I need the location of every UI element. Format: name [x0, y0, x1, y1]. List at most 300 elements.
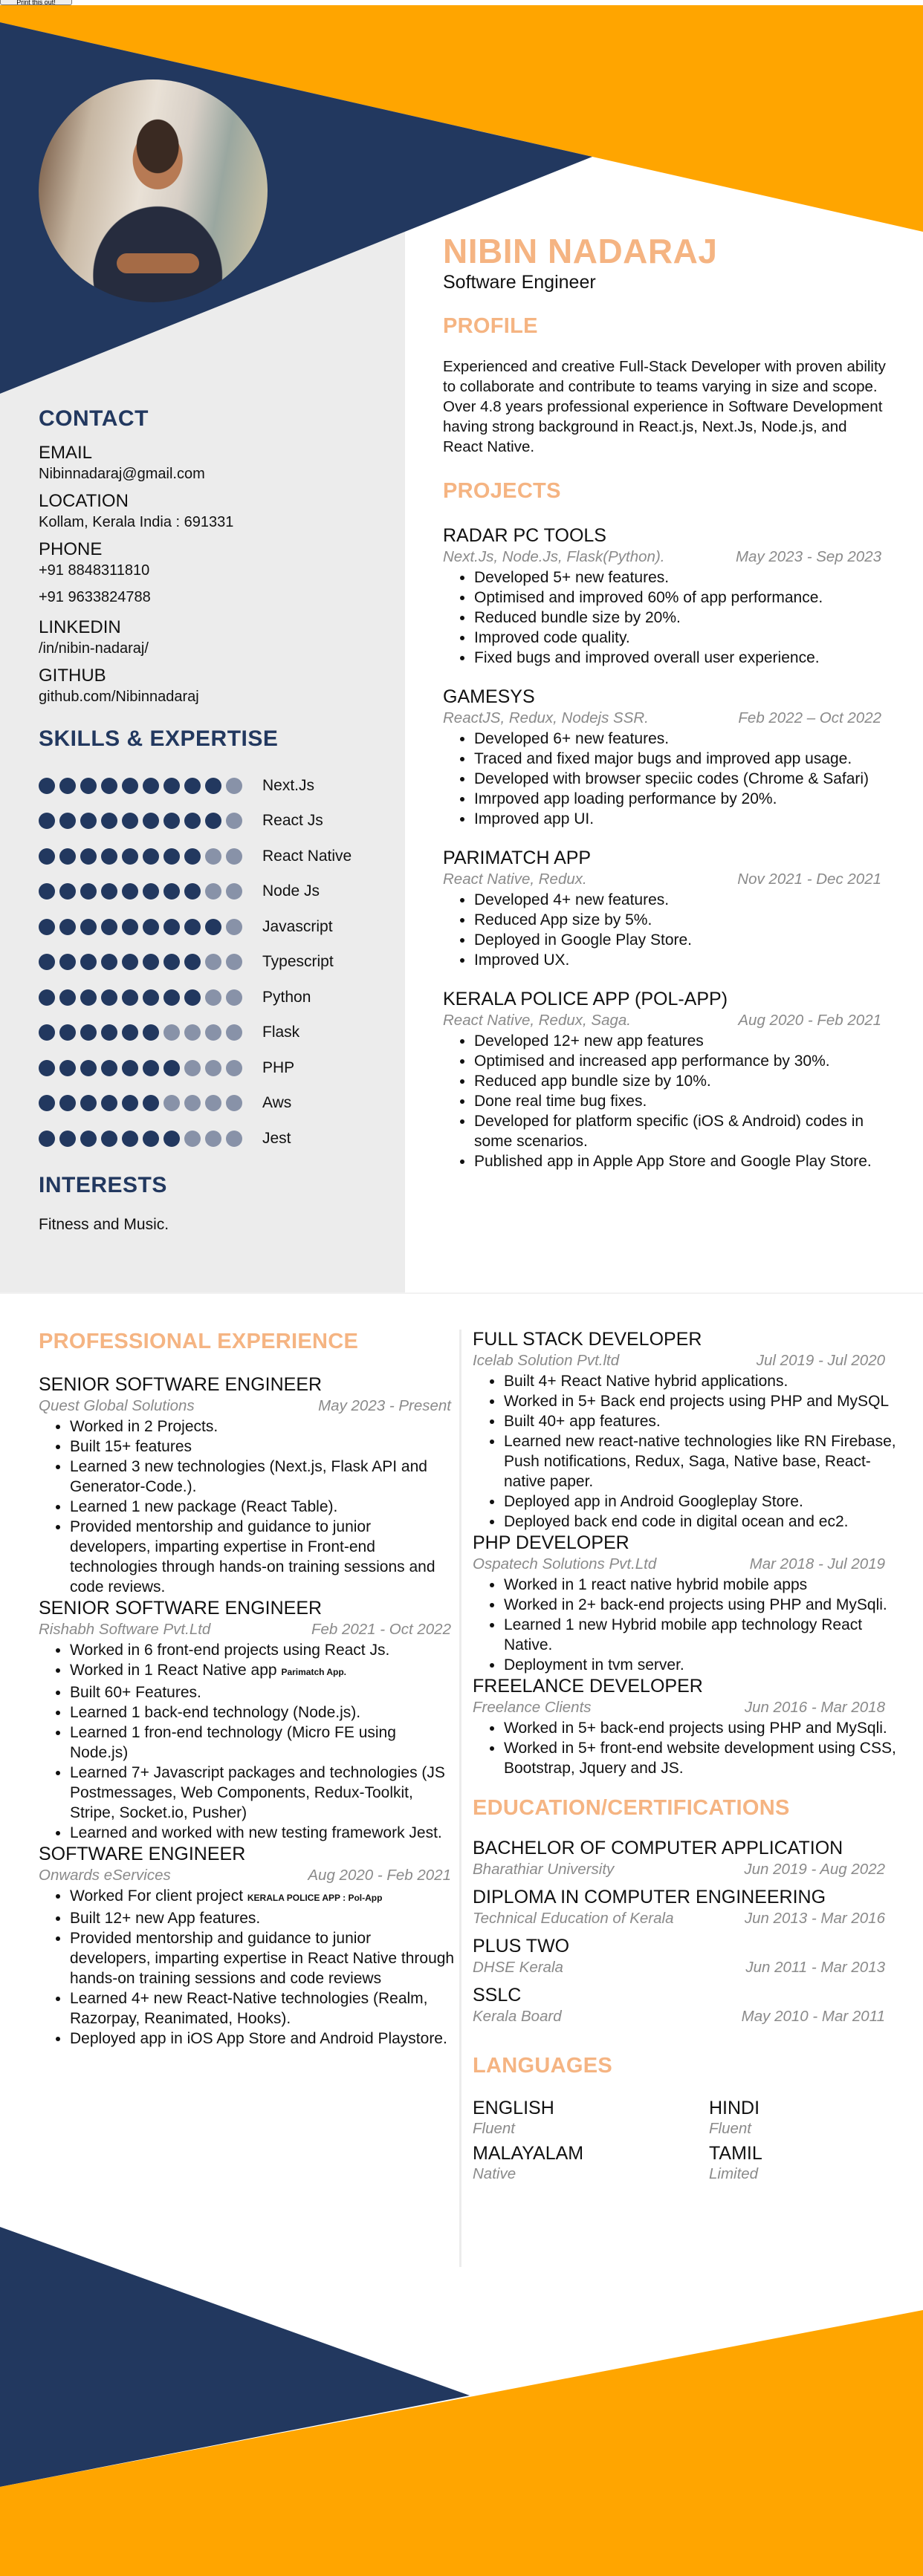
- rating-dot-filled: [80, 989, 97, 1006]
- bullet-text: Improved app UI.: [474, 810, 595, 827]
- rating-dot-filled: [101, 778, 117, 794]
- bullet-text: Worked in 2 Projects.: [70, 1418, 218, 1435]
- bullet-text: Deployed app in Android Googleplay Store.: [504, 1493, 803, 1510]
- bullet-item: [474, 648, 889, 668]
- education-item: [473, 1886, 904, 1929]
- job-meta: [473, 1697, 885, 1718]
- bullet-item: [474, 809, 889, 829]
- github-label: GITHUB: [39, 666, 106, 686]
- project-subtitle: Next.Js, Node.Js, Flask(Python).: [443, 548, 665, 565]
- bullet-text: Worked For client project: [70, 1887, 244, 1905]
- rating-dot-filled: [39, 1060, 55, 1076]
- job: [39, 1843, 455, 2049]
- skill-name: Python: [262, 988, 311, 1006]
- rating-dot-empty: [205, 1095, 221, 1111]
- rating-dot-filled: [163, 919, 180, 935]
- rating-dot-filled: [59, 813, 76, 829]
- bullet-item: [474, 1051, 889, 1071]
- bullet-text: Worked in 5+ back-end projects using PHP and MySqli.: [504, 1720, 887, 1737]
- bullet-text: Reduced app bundle size by 10%.: [474, 1073, 711, 1090]
- project-dates: Feb 2022 – Oct 2022: [738, 709, 881, 726]
- bullet-item: [70, 1886, 455, 1908]
- email-value[interactable]: Nibinnadaraj@gmail.com: [39, 466, 205, 482]
- job-title: FULL STACK DEVELOPER: [473, 1329, 702, 1350]
- skill-name: Next.Js: [262, 776, 315, 794]
- project: [443, 524, 889, 668]
- bullet-text: Built 4+ React Native hybrid applications.: [504, 1373, 788, 1390]
- job-dates: Feb 2021 - Oct 2022: [311, 1621, 451, 1638]
- rating-dot-filled: [59, 848, 76, 865]
- skill-row: [39, 1050, 388, 1086]
- rating-dot-empty: [226, 1024, 242, 1041]
- bullet-text: Reduced App size by 5%.: [474, 911, 652, 928]
- bullet-item: [474, 1071, 889, 1091]
- education-school: Kerala Board: [473, 2008, 562, 2025]
- rating-dot-filled: [59, 778, 76, 794]
- contact-block: [39, 442, 388, 707]
- rating-dot-filled: [122, 848, 138, 865]
- skill-rating: [39, 813, 262, 829]
- project-meta: [443, 547, 881, 567]
- bullet-list: [473, 1718, 904, 1778]
- skill-rating: [39, 778, 262, 794]
- rating-dot-filled: [163, 848, 180, 865]
- bullet-text: Provided mentorship and guidance to junior developers, imparting expertise in Front-end technologies through hands-on training sessions and code reviews.: [70, 1518, 435, 1596]
- rating-dot-filled: [80, 1060, 97, 1076]
- bullet-text: Reduced bundle size by 20%.: [474, 609, 681, 626]
- rating-dot-filled: [39, 848, 55, 865]
- rating-dot-filled: [143, 954, 159, 970]
- project: [443, 847, 889, 970]
- column-divider: [459, 1330, 462, 2267]
- rating-dot-filled: [122, 919, 138, 935]
- bullet-text: Traced and fixed major bugs and improved app usage.: [474, 750, 852, 767]
- rating-dot-filled: [163, 1131, 180, 1147]
- bullet-item: [474, 769, 889, 789]
- rating-dot-filled: [39, 1131, 55, 1147]
- candidate-name: NIBIN NADARAJ: [443, 232, 718, 270]
- languages-title: LANGUAGES: [473, 2054, 612, 2078]
- bullet-item: [504, 1492, 904, 1512]
- rating-dot-filled: [122, 1060, 138, 1076]
- rating-dot-empty: [205, 848, 221, 865]
- bullet-item: [70, 1517, 455, 1597]
- bullet-text: Learned 7+ Javascript packages and technologies (JS Postmessages, Web Components, Redux-Toolkit, Stripe, Socket.io, Pusher): [70, 1764, 445, 1821]
- skill-rating: [39, 1095, 262, 1111]
- language-level: Fluent: [709, 2120, 751, 2137]
- rating-dot-filled: [184, 813, 201, 829]
- education-degree: SSLC: [473, 1985, 522, 2006]
- job-dates: May 2023 - Present: [318, 1397, 451, 1414]
- language-item: [709, 2143, 887, 2184]
- rating-dot-empty: [226, 1060, 242, 1076]
- skill-row: [39, 945, 388, 980]
- job-title: FREELANCE DEVELOPER: [473, 1676, 703, 1697]
- job-subtitle: Rishabh Software Pvt.Ltd: [39, 1621, 211, 1638]
- bullet-item: [70, 1908, 455, 1928]
- bullet-text: Worked in 2+ back-end projects using PHP and MySqli.: [504, 1596, 887, 1613]
- project: [443, 988, 889, 1171]
- github-link[interactable]: github.com/Nibinnadaraj: [39, 689, 199, 705]
- jobs-list-left: [39, 1373, 455, 2049]
- education-dates: May 2010 - Mar 2011: [741, 2008, 885, 2025]
- job-meta: [473, 1350, 885, 1371]
- project-title: GAMESYS: [443, 686, 535, 707]
- education-school: DHSE Kerala: [473, 1959, 563, 1976]
- rating-dot-empty: [184, 1024, 201, 1041]
- bullet-text: Developed 6+ new features.: [474, 730, 670, 747]
- rating-dot-filled: [101, 1131, 117, 1147]
- job-subtitle: Quest Global Solutions: [39, 1397, 195, 1414]
- phone-value-2[interactable]: +91 9633824788: [39, 589, 151, 605]
- project-subtitle: React Native, Redux, Saga.: [443, 1012, 631, 1029]
- education-degree: DIPLOMA IN COMPUTER ENGINEERING: [473, 1887, 826, 1907]
- rating-dot-empty: [226, 848, 242, 865]
- bullet-text: Built 40+ app features.: [504, 1413, 661, 1430]
- print-button[interactable]: Print this out!: [0, 0, 72, 5]
- skill-rating: [39, 1060, 262, 1076]
- bullet-text: Imrpoved app loading performance by 20%.: [474, 790, 777, 807]
- bullet-list: [39, 1640, 455, 1843]
- bullet-text: Learned 1 new Hybrid mobile app technology React Native.: [504, 1616, 863, 1653]
- skill-row: [39, 909, 388, 945]
- rating-dot-filled: [59, 989, 76, 1006]
- bullet-item: [70, 1640, 455, 1660]
- bullet-item: [474, 729, 889, 749]
- bullet-item: [70, 1682, 455, 1702]
- rating-dot-filled: [122, 989, 138, 1006]
- education-item: [473, 1935, 904, 1978]
- rating-dot-filled: [143, 883, 159, 900]
- project-meta: [443, 869, 881, 890]
- bullet-text: Deployed in Google Play Store.: [474, 931, 693, 949]
- page-divider: [0, 1292, 923, 1294]
- rating-dot-filled: [101, 813, 117, 829]
- bullet-text: Optimised and increased app performance by 30%.: [474, 1053, 830, 1070]
- language-level: Limited: [709, 2165, 759, 2182]
- bullet-item: [70, 1417, 455, 1437]
- rating-dot-filled: [143, 778, 159, 794]
- bullet-item: [504, 1738, 904, 1778]
- rating-dot-filled: [184, 883, 201, 900]
- main-content: [443, 232, 889, 1171]
- bullet-list: [39, 1886, 455, 2049]
- project-title: RADAR PC TOOLS: [443, 525, 606, 546]
- bullet-list: [443, 890, 889, 970]
- job-meta: [39, 1619, 451, 1640]
- bullet-text: Learned and worked with new testing framework Jest.: [70, 1824, 442, 1841]
- job-meta: [473, 1554, 885, 1575]
- education-degree: PLUS TWO: [473, 1936, 570, 1957]
- skill-rating: [39, 954, 262, 970]
- language-level: Native: [473, 2165, 516, 2182]
- rating-dot-filled: [122, 883, 138, 900]
- email-label: EMAIL: [39, 443, 93, 463]
- project-dates: May 2023 - Sep 2023: [735, 548, 881, 565]
- skill-name: Javascript: [262, 917, 333, 935]
- interests-text: Fitness and Music.: [39, 1215, 169, 1233]
- skill-rating: [39, 1131, 262, 1147]
- rating-dot-filled: [101, 1095, 117, 1111]
- bullet-text: Improved UX.: [474, 952, 570, 969]
- bullet-text: Developed 4+ new features.: [474, 891, 670, 908]
- bullet-item: [70, 1702, 455, 1723]
- linkedin-label: LINKEDIN: [39, 617, 121, 637]
- bullet-list: [473, 1371, 904, 1532]
- rating-dot-filled: [39, 989, 55, 1006]
- resume-page-2: [0, 1307, 923, 2576]
- rating-dot-filled: [122, 954, 138, 970]
- skill-rating: [39, 919, 262, 935]
- bullet-text: Done real time bug fixes.: [474, 1093, 647, 1110]
- project-meta: [443, 708, 881, 729]
- rating-dot-filled: [80, 813, 97, 829]
- project: [443, 686, 889, 829]
- rating-dot-filled: [80, 778, 97, 794]
- project-title: PARIMATCH APP: [443, 848, 592, 868]
- rating-dot-filled: [143, 848, 159, 865]
- rating-dot-filled: [59, 1131, 76, 1147]
- project-dates: Nov 2021 - Dec 2021: [737, 871, 881, 888]
- bullet-item: [474, 588, 889, 608]
- rating-dot-filled: [101, 1024, 117, 1041]
- bullet-text: Improved code quality.: [474, 629, 630, 646]
- language-item: [709, 2098, 887, 2138]
- phone-label: PHONE: [39, 539, 103, 559]
- rating-dot-filled: [143, 1095, 159, 1111]
- bullet-list: [39, 1417, 455, 1597]
- location-label: LOCATION: [39, 491, 129, 511]
- job-title: SOFTWARE ENGINEER: [39, 1844, 246, 1864]
- skill-row: [39, 804, 388, 839]
- bullet-item: [474, 1151, 889, 1171]
- contact-title: CONTACT: [39, 406, 149, 431]
- education-dates: Jun 2013 - Mar 2016: [744, 1910, 885, 1927]
- bullet-item: [70, 1928, 455, 1988]
- rating-dot-filled: [205, 813, 221, 829]
- project-title: KERALA POLICE APP (POL-APP): [443, 989, 728, 1009]
- right-column: [473, 1328, 904, 2184]
- job-meta: [39, 1865, 451, 1886]
- skill-rating: [39, 883, 262, 900]
- rating-dot-empty: [226, 778, 242, 794]
- rating-dot-filled: [80, 919, 97, 935]
- bullet-list: [443, 729, 889, 829]
- rating-dot-filled: [143, 1131, 159, 1147]
- rating-dot-filled: [122, 1095, 138, 1111]
- job-dates: Jun 2016 - Mar 2018: [744, 1699, 885, 1716]
- linkedin-link[interactable]: /in/nibin-nadaraj/: [39, 640, 149, 657]
- language-name: MALAYALAM: [473, 2143, 584, 2164]
- bullet-item: [70, 1823, 455, 1843]
- inline-note: KERALA POLICE APP : Pol-App: [247, 1893, 383, 1903]
- bullet-text: Published app in Apple App Store and Google Play Store.: [474, 1153, 872, 1170]
- rating-dot-filled: [101, 883, 117, 900]
- bullet-text: Worked in 6 front-end projects using React Js.: [70, 1642, 390, 1659]
- experience-title: PROFESSIONAL EXPERIENCE: [39, 1330, 359, 1353]
- rating-dot-empty: [205, 1060, 221, 1076]
- job-dates: Jul 2019 - Jul 2020: [756, 1352, 885, 1369]
- rating-dot-filled: [101, 1060, 117, 1076]
- rating-dot-filled: [163, 813, 180, 829]
- bullet-text: Deployment in tvm server.: [504, 1656, 684, 1674]
- bullet-text: Learned new react-native technologies like RN Firebase, Push notifications, Redux, Saga, Native base, React-native paper.: [504, 1433, 896, 1490]
- education-dates: Jun 2019 - Aug 2022: [744, 1861, 885, 1878]
- education-item: [473, 1984, 904, 2027]
- skill-row: [39, 1086, 388, 1122]
- bullet-item: [474, 749, 889, 769]
- rating-dot-filled: [101, 989, 117, 1006]
- job-title: SENIOR SOFTWARE ENGINEER: [39, 1598, 323, 1619]
- bullet-item: [504, 1575, 904, 1595]
- skill-name: Node Js: [262, 882, 320, 900]
- rating-dot-filled: [39, 954, 55, 970]
- bullet-text: Worked in 5+ front-end website development using CSS, Bootstrap, Jquery and JS.: [504, 1740, 896, 1777]
- projects-title: PROJECTS: [443, 479, 561, 503]
- bullet-text: Learned 1 new package (React Table).: [70, 1498, 338, 1515]
- language-item: [473, 2098, 709, 2138]
- rating-dot-filled: [59, 954, 76, 970]
- skills-title: SKILLS & EXPERTISE: [39, 726, 279, 751]
- rating-dot-filled: [143, 813, 159, 829]
- job-subtitle: Freelance Clients: [473, 1699, 592, 1716]
- rating-dot-filled: [80, 848, 97, 865]
- bullet-item: [70, 1763, 455, 1823]
- education-school: Technical Education of Kerala: [473, 1910, 674, 1927]
- job: [39, 1373, 455, 1597]
- skill-name: PHP: [262, 1058, 295, 1076]
- projects-list: [443, 524, 889, 1171]
- bullet-item: [504, 1718, 904, 1738]
- project-meta: [443, 1010, 881, 1031]
- education-meta: [473, 2006, 885, 2027]
- skill-name: Typescript: [262, 953, 334, 971]
- bullet-text: Built 12+ new App features.: [70, 1910, 261, 1927]
- skill-row: [39, 768, 388, 804]
- project-subtitle: React Native, Redux.: [443, 871, 587, 888]
- job-title: SENIOR SOFTWARE ENGINEER: [39, 1374, 323, 1395]
- education-meta: [473, 1957, 885, 1978]
- rating-dot-filled: [59, 1024, 76, 1041]
- rating-dot-empty: [226, 1095, 242, 1111]
- bullet-item: [504, 1391, 904, 1411]
- project-subtitle: ReactJS, Redux, Nodejs SSR.: [443, 709, 649, 726]
- rating-dot-empty: [205, 1131, 221, 1147]
- rating-dot-filled: [122, 1131, 138, 1147]
- job-title: PHP DEVELOPER: [473, 1532, 629, 1553]
- language-item: [473, 2143, 709, 2184]
- job: [473, 1328, 904, 1532]
- bullet-text: Optimised and improved 60% of app performance.: [474, 589, 823, 606]
- bullet-item: [474, 1031, 889, 1051]
- language-name: HINDI: [709, 2098, 760, 2118]
- job-dates: Aug 2020 - Feb 2021: [308, 1867, 451, 1884]
- rating-dot-filled: [59, 919, 76, 935]
- rating-dot-filled: [59, 883, 76, 900]
- rating-dot-filled: [122, 1024, 138, 1041]
- bullet-text: Provided mentorship and guidance to junior developers, imparting expertise in React Native through hands-on training sessions and code reviews: [70, 1930, 455, 1987]
- education-list: [473, 1837, 904, 2027]
- education-degree: BACHELOR OF COMPUTER APPLICATION: [473, 1838, 843, 1858]
- bullet-item: [504, 1655, 904, 1675]
- rating-dot-filled: [205, 919, 221, 935]
- rating-dot-filled: [80, 1095, 97, 1111]
- project-dates: Aug 2020 - Feb 2021: [738, 1012, 881, 1029]
- bullet-text: Developed with browser speciic codes (Chrome & Safari): [474, 770, 869, 787]
- bullet-item: [474, 1111, 889, 1151]
- bullet-text: Worked in 1 react native hybrid mobile apps: [504, 1576, 808, 1593]
- bullet-text: Deployed back end code in digital ocean and ec2.: [504, 1513, 849, 1530]
- skill-name: Jest: [262, 1129, 291, 1147]
- rating-dot-filled: [39, 778, 55, 794]
- skill-row: [39, 839, 388, 874]
- skill-name: React Js: [262, 812, 323, 830]
- bullet-item: [70, 1723, 455, 1763]
- skill-rating: [39, 1024, 262, 1041]
- rating-dot-empty: [226, 989, 242, 1006]
- profile-text: Experienced and creative Full-Stack Developer with proven ability to collaborate and contribute to teams varying in size and scope. Over 4.8 years professional experience in Software Development having strong background in React.js, Next.Js, Node.js, and React Native.: [443, 358, 886, 455]
- bullet-text: Built 15+ features: [70, 1438, 192, 1455]
- bullet-text: Learned 3 new technologies (Next.js, Flask API and Generator-Code.).: [70, 1458, 427, 1495]
- rating-dot-empty: [184, 1131, 201, 1147]
- bullet-item: [70, 1437, 455, 1457]
- bullet-item: [474, 567, 889, 588]
- bullet-text: Fixed bugs and improved overall user experience.: [474, 649, 820, 666]
- bullet-item: [474, 608, 889, 628]
- bullet-text: Developed 12+ new app features: [474, 1032, 704, 1050]
- rating-dot-filled: [205, 778, 221, 794]
- bullet-item: [70, 2029, 455, 2049]
- resume-page-1: [0, 5, 923, 1292]
- bullet-text: Learned 4+ new React-Native technologies (Realm, Razorpay, Reanimated, Hooks).: [70, 1990, 428, 2027]
- bullet-item: [474, 1091, 889, 1111]
- skill-row: [39, 874, 388, 910]
- skill-row: [39, 1015, 388, 1051]
- bullet-list: [473, 1575, 904, 1675]
- rating-dot-filled: [39, 1024, 55, 1041]
- rating-dot-empty: [226, 954, 242, 970]
- candidate-role: Software Engineer: [443, 272, 596, 293]
- profile-photo-detail: [117, 253, 199, 273]
- skill-name: Aws: [262, 1094, 292, 1112]
- rating-dot-filled: [80, 954, 97, 970]
- profile-photo: [39, 79, 268, 302]
- rating-dot-filled: [163, 989, 180, 1006]
- bullet-item: [474, 930, 889, 950]
- phone-value-1[interactable]: +91 8848311810: [39, 562, 150, 579]
- rating-dot-empty: [205, 954, 221, 970]
- job: [473, 1675, 904, 1778]
- bullet-list: [443, 567, 889, 668]
- rating-dot-filled: [184, 919, 201, 935]
- bullet-text: Deployed app in iOS App Store and Android Playstore.: [70, 2030, 447, 2047]
- bullet-item: [504, 1411, 904, 1431]
- education-school: Bharathiar University: [473, 1861, 615, 1878]
- rating-dot-filled: [143, 989, 159, 1006]
- bullet-text: Built 60+ Features.: [70, 1684, 201, 1701]
- skill-name: Flask: [262, 1024, 300, 1041]
- job-meta: [39, 1396, 451, 1417]
- rating-dot-empty: [226, 919, 242, 935]
- bullet-text: Worked in 1 React Native app: [70, 1662, 277, 1679]
- education-item: [473, 1837, 904, 1880]
- rating-dot-empty: [184, 1095, 201, 1111]
- bullet-item: [70, 1660, 455, 1682]
- job-subtitle: Ospatech Solutions Pvt.Ltd: [473, 1555, 657, 1572]
- rating-dot-filled: [39, 1095, 55, 1111]
- bullet-item: [504, 1431, 904, 1492]
- skill-row: [39, 1121, 388, 1157]
